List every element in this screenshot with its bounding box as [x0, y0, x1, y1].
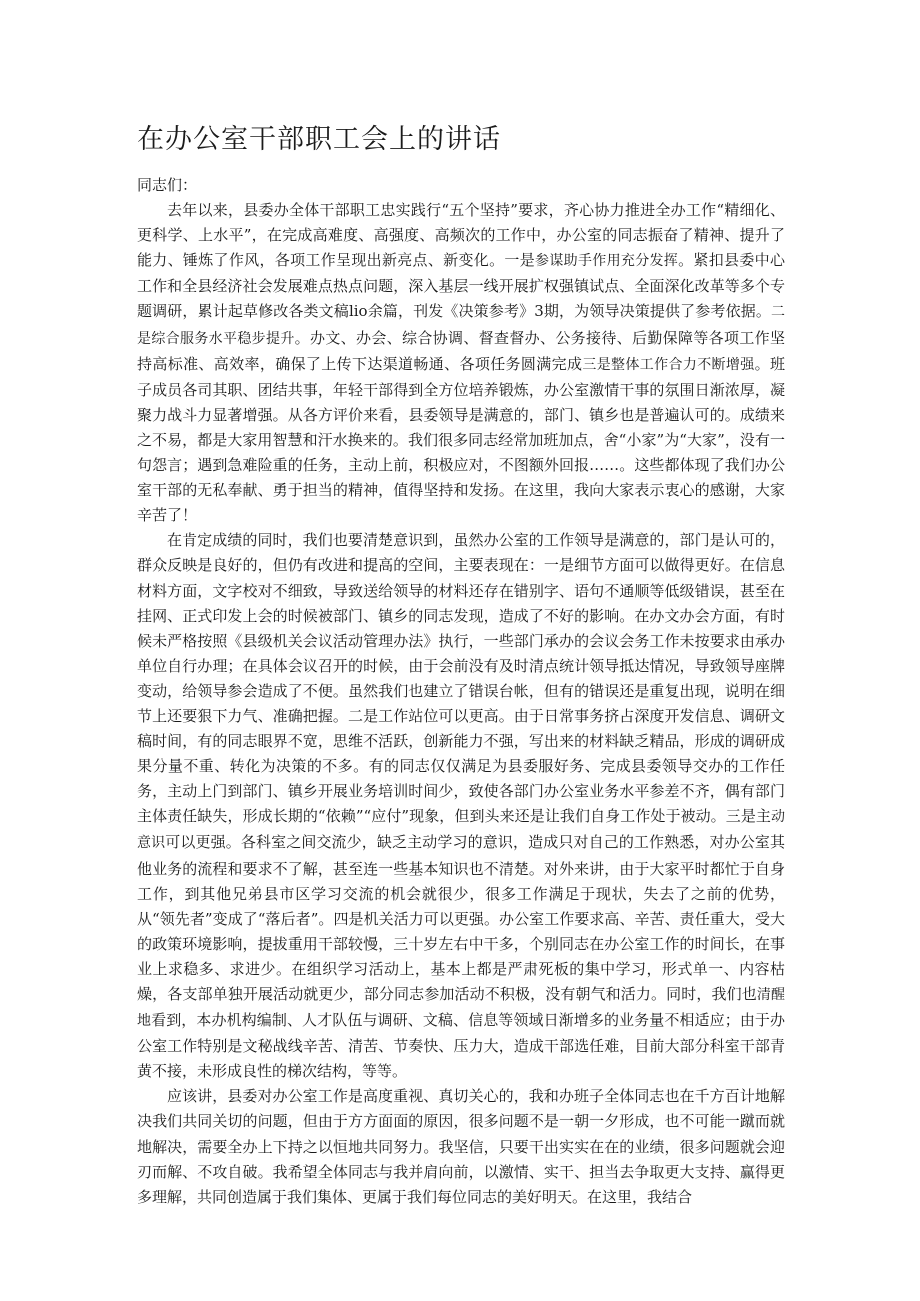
emphasis-text: 二是综合服务水平稳步提升	[137, 304, 785, 347]
body-text-segment: 看到，本办机构编制、人才队伍与调研、文稿、信息等领域日渐增多的业务量不相适应；由于办公室工作特别是文秘战线辛苦、清苦、节奏快、压力大，造成干部选任难，目前大部分科室干部青黄不接，未形成良性的梯次结构，等等。	[137, 1011, 786, 1081]
document-title: 在办公室干部职工会上的讲话	[137, 124, 501, 155]
salutation: 同志们：	[137, 176, 198, 194]
document-body	[137, 173, 785, 1210]
body-text-segment: 。办文、办会、综合协调、督查督办、公务接待、后勤保障等各项工作坚持高标准、高效率，确保了上传下达渠道畅通、各项任务圆满完成	[137, 328, 785, 373]
paragraph-achievements	[137, 198, 785, 528]
body-text-segment: 应该讲，县委对办公室工作是高度重视、真切关心的，我和办班子全体同志也在千方百计地解决我们共同关切的问题，但由于方方面面的原因，很多问题不是一朝一夕形成，也不可能一蹴而就地解决，需要全办上下持之以恒地共同努力。我坚信，只要干出实实在在的业绩，很多问题就会迎刃而解、不攻自破。我希望全体同志与我并肩向前，以激情、实干、担当去争取更大支持、赢得更多理解，共同创造属于我们集体、更属于我们每位同志的美好明天。在这里，我结合	[137, 1087, 785, 1206]
body-text-segment: 在肯定成绩的同时，我们也要清楚意识到，虽然办公室的工作领导是满意的，部门是认可的，群众反映是良好的，但仍有改进和提高的空间，主要表现在：一是细节方面可以做得更好。在信息材料方面，文字校对不细致，导致送给领导的材料还存在错别字、语句不通顺等低级错误，甚至在挂网、正式印发上会的时候被部门、镇乡的同志发现，造成了不好的影响。在办文办会方面，有时候未严格按照《县级机关会议活动管理办法》执行，一些部门承办的会议会务工作未按要求由承办单位自行办理；在具体会议召开的时候，由于会前没有及时清点统计领导抵达情况，导致领导座牌变动，给领导参会造成了不便。虽然我们也建立了错误台帐，但有的错误还是重复出现，说明在细节上还要狠下力气、准确把握。二是工作站位可以更高。由于日常事务挤占深度开发信息、调研文稿时间，有的同志眼界不宽，思维不活跃，创新能力不强，写出来的材料缺乏精品，形成的调研成果分量不重、转化为决策的不多。有的同志仅仅满足为县委服好务、完成县委领导交办的工作任务，主动上门到部门、镇乡开展业务培训时间少，致使各部门办公室业务水平参差不齐，偶有部门主体责任缺失，形成长期的“依赖”“应付”现象，但到头来还是让我们自身工作处于被动。三是主	[137, 531, 785, 826]
emphasis-text: 参谋助手作用充分发挥	[535, 253, 679, 270]
emphasis-text: 动意识	[137, 809, 785, 852]
emphasis-text: 清醒地	[137, 987, 785, 1030]
body-text-segment: 去年以来，县委办全体干部职工忠实践行“五个坚持”要求，齐心协力推进全办工作“精细化、更科学、上水平”，在完成高难度、高强度、高频次的工作中，办公室的同志振奋了精神、提升了能力、锤炼了作风，各项工作呈现出新亮点、新变化。一是	[137, 201, 785, 270]
body-text-segment: 。班子成员各司其职、团结共事，年轻干部得到全方位培养锻炼，办公室激情干事的氛围日渐浓厚，凝聚力战斗力显著增强。从各方评价来看，县委领导是满意的，部门、镇乡也是普遍认可的。成绩来之不易，都是大家用智慧和汗水换来的。我们很多同志经常加班加点，舍“小家”为“大家”，没有一句怨言；遇到急难险重的任务，主动上前，积极应对，不图额外回报……。这些都体现了我们办公室干部的无私奉献、勇于担当的精神，值得坚持和发扬。在这里，我向大家表示衷心的感谢，大家辛苦了！	[137, 354, 785, 525]
paragraph-outlook	[137, 1084, 785, 1209]
paragraph-shortcomings	[137, 528, 785, 1084]
emphasis-text: 三是整体工作合力不断增强	[582, 356, 755, 373]
body-text-segment: 。紧扣县委中心工作和全县经济社会发展难点热点问题，深入基层一线开展扩权强镇试点、全面深化改革等多个专题调研，累计起草修改各类文稿lio余篇，刊发《决策参考》3期，为领导决策提供了参考依据。	[137, 251, 785, 321]
body-text-segment: 可以更强。各科室之间交流少，缺乏主动学习的意识，造成只对自己的工作熟悉，对办公室其他业务的流程和要求不了解，甚至连一些基本知识也不清楚。对外来讲，由于大家平时都忙于自身工作，到其他兄弟县市区学习交流的机会就很少，很多工作满足于现状，失去了之前的优势，从“领先者”变成了“落后者”。四是机关活力可以更强。办公室工作要求高、辛苦、责任重大，受大的政策环境影响，提拔重用干部较慢，三十岁左右中干多，个别同志在办公室工作的时间长，在事业上求稳多、求进少。在组织学习活动上，基本上都是严肃死板的集中学习，形式单一、内容枯燥，各支部单独开展活动就更少，部分同志参加活动不积极，没有朝气和活力。同时，我们也	[137, 833, 786, 1003]
